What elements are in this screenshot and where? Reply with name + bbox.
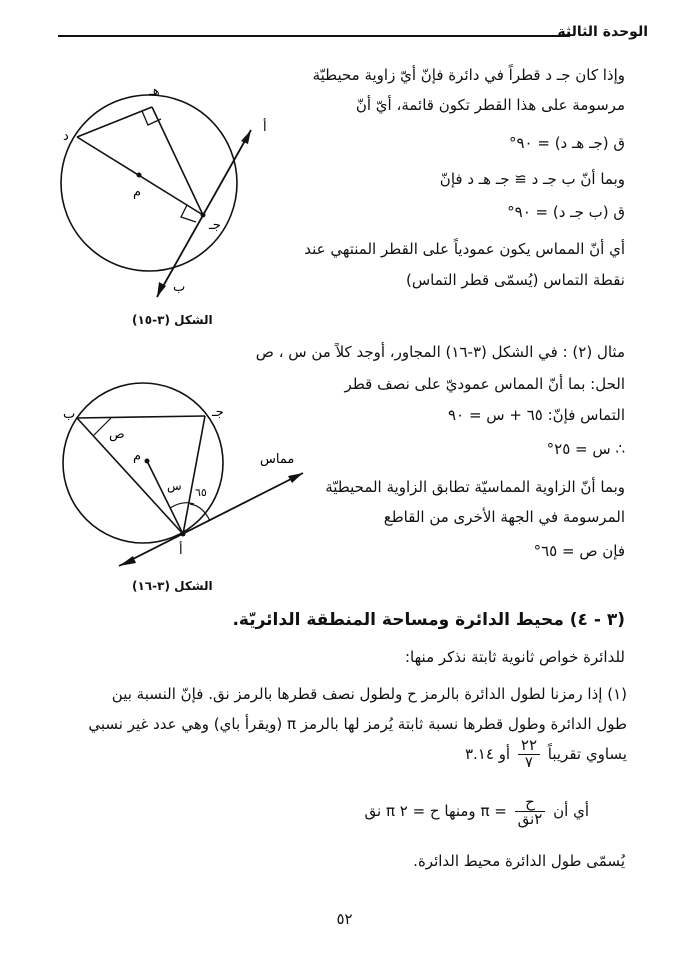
header-rule: [58, 35, 570, 37]
formula-prefix: أي أن: [553, 801, 589, 820]
formula-line: [365, 795, 590, 828]
label-a2: أ: [179, 543, 183, 558]
frac2-den: ٢نق: [517, 809, 543, 828]
page-number: ٥٢: [336, 910, 353, 928]
label-b: ب: [173, 280, 186, 295]
circle-2: [63, 383, 223, 543]
figure2-caption: الشكل (٣-١٦): [132, 579, 213, 593]
center-m2: [145, 459, 150, 464]
s1-line2: مرسومة على هذا القطر تكون قائمة، أيّ أنّ: [355, 96, 625, 114]
s1-line5: نقطة التماس (يُسمّى قطر التماس): [405, 271, 625, 289]
label-x: س: [167, 479, 182, 493]
unit-title: الوحدة الثالثة: [557, 24, 648, 40]
ex2-line2: الحل: بما أنّ المماس عموديّ على نصف قطر: [344, 375, 625, 393]
circle-1: [61, 95, 237, 271]
ex2-line6: المرسومة في الجهة الأخرى من القاطع: [383, 508, 625, 526]
figure1-caption: الشكل (٣-١٥): [132, 313, 213, 327]
tangent-line-2: [119, 473, 303, 566]
label-h: هـ: [149, 84, 160, 99]
figure-3-16: [55, 378, 310, 578]
center-m: [137, 173, 142, 178]
s1-line1: وإذا كان جـ د قطراً في دائرة فإنّ أيّ زاوية محيطيّة: [312, 66, 625, 84]
fraction-22-7: [518, 738, 540, 771]
label-m2: م: [133, 449, 142, 464]
radius-ma: [147, 461, 183, 534]
frac1-num: ٢٢: [518, 738, 540, 755]
right-angle-h: [142, 111, 161, 125]
right-angle-j: [181, 205, 196, 222]
point-j: [201, 213, 206, 218]
section-heading: (٣ - ٤) محيط الدائرة ومساحة المنطقة الدائريّة.: [232, 610, 625, 630]
label-a: أ: [263, 120, 267, 135]
p1-line3: [465, 738, 627, 771]
label-j2: جـ: [212, 405, 224, 420]
sec-intro: للدائرة خواص ثانوية ثابتة نذكر منها:: [405, 648, 625, 666]
s1-line4: أي أنّ المماس يكون عمودياً على القطر المنتهي عند: [304, 240, 625, 258]
last-line: يُسمّى طول الدائرة محيط الدائرة.: [413, 852, 625, 870]
ex2-line4: ∴ س = ٢٥°: [546, 440, 625, 458]
label-b2: ب: [63, 407, 76, 422]
s1-eq1: ق (جـ هـ د) = ٩٠°: [508, 134, 625, 152]
ex2-line3: التماس فإنّ: ٦٥ + س = ٩٠: [448, 406, 625, 424]
p1-line1: (١) إذا رمزنا لطول الدائرة بالرمز ح ولطول نصف قطرها بالرمز نق. فإنّ النسبة بين: [111, 685, 627, 703]
frac1-den: ٧: [524, 752, 533, 771]
ex2-line7: فإن ص = ٦٥°: [533, 542, 625, 560]
ex2-line1: مثال (٢) : في الشكل (٣-١٦) المجاور، أوجد كلاً من س ، ص: [255, 343, 625, 361]
arrow-tangent-left: [119, 556, 136, 566]
chord-dh: [77, 107, 152, 137]
s1-eq2: ق (ب جـ د) = ٩٠°: [507, 203, 625, 221]
label-m: م: [133, 185, 142, 200]
s1-line3: وبما أنّ ب جـ د ≅ جـ هـ د فإنّ: [439, 170, 625, 188]
p1-line2: طول الدائرة وطول قطرها نسبة ثابتة يُرمز لها بالرمز π (ويقرأ باي) وهي عدد غير نسبي: [88, 715, 627, 733]
label-d: د: [63, 129, 69, 144]
figure-3-15: [55, 75, 285, 310]
frac2-num: ح: [515, 795, 546, 812]
point-a2: [181, 532, 186, 537]
arrow-a: [241, 130, 251, 144]
chord-bj: [77, 416, 205, 418]
label-s: ص: [109, 427, 125, 442]
fraction-h-2r: [515, 795, 546, 828]
arrow-tangent-right: [288, 473, 303, 483]
label-65: ٦٥: [195, 486, 207, 499]
p1-line3-text: يساوي تقريباً: [547, 744, 627, 763]
page-header: [58, 22, 648, 44]
formula-rest: = π ومنها ح = ٢ π نق: [364, 801, 507, 820]
label-tangent: مماس: [260, 452, 295, 467]
label-j: جـ: [209, 218, 221, 233]
p1-line3-end: أو ٣.١٤: [464, 744, 511, 763]
ex2-line5: وبما أنّ الزاوية المماسيّة تطابق الزاوية المحيطيّة: [325, 478, 625, 496]
